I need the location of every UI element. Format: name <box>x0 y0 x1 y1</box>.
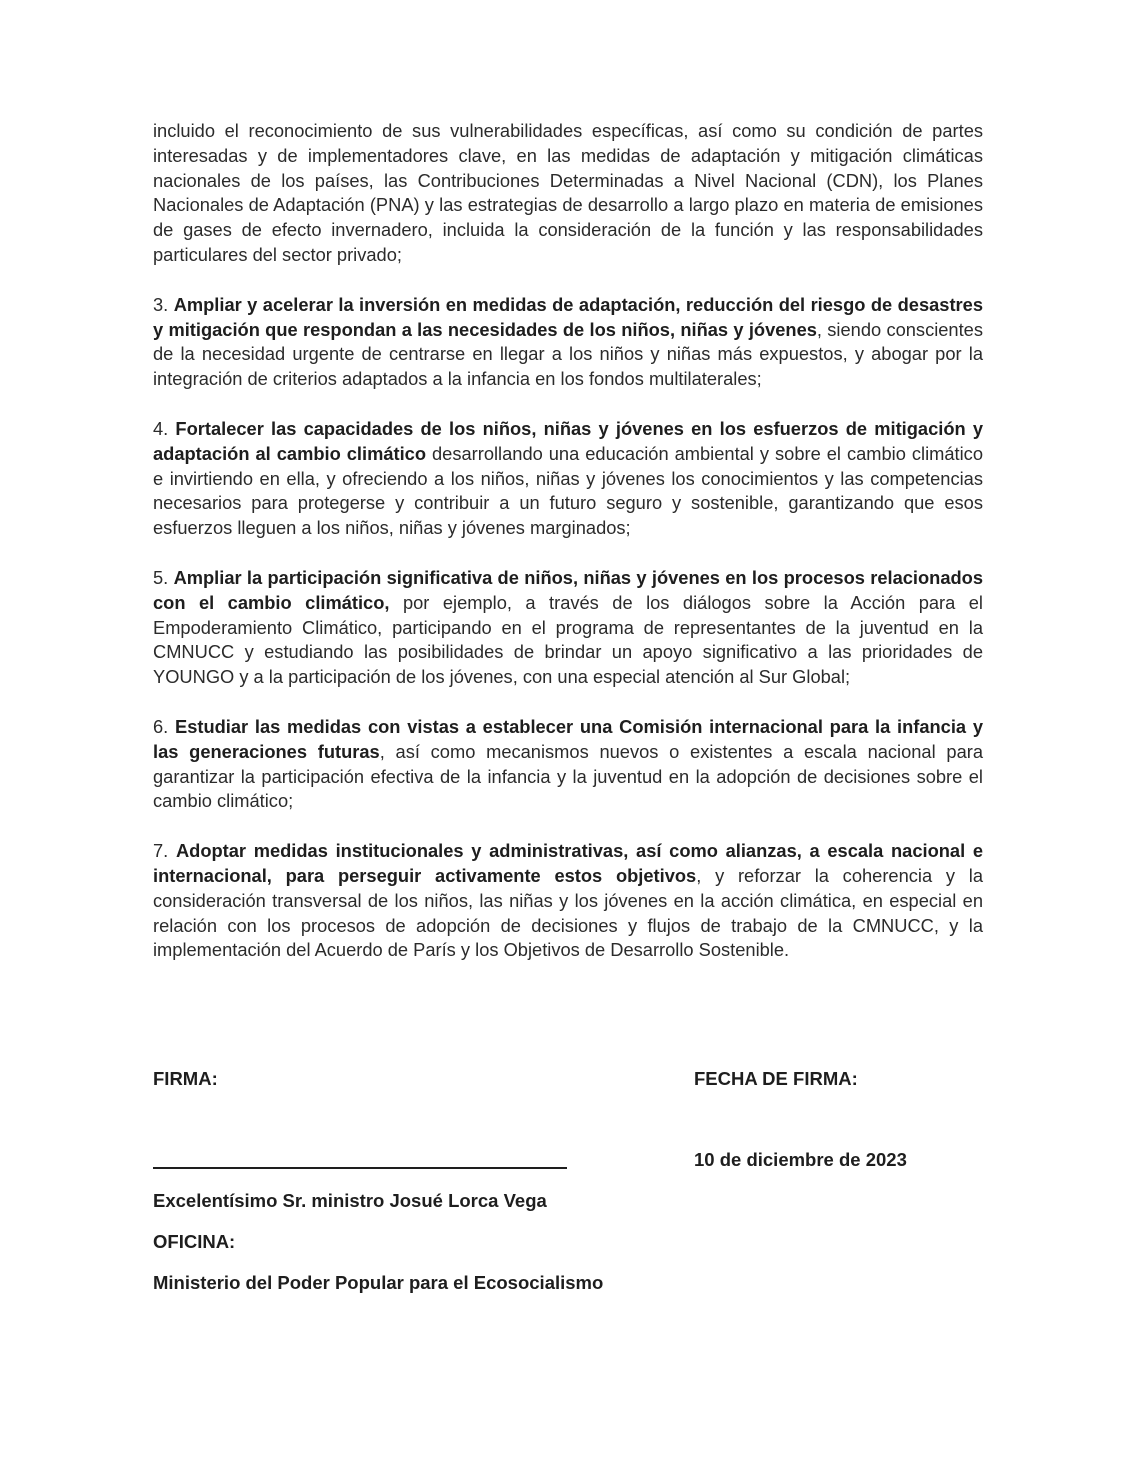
item-5-text: por ejemplo, a través de los diálogos sobre la Acción para el Empoderamiento Climático, participando en el programa de representantes de la juventud en la CMNUCC y estudiando las posibilidades de brindar un apoyo significativo a las prioridades de YOUNGO y a la participación de los jóvenes, con una especial atención al Sur Global; <box>153 591 983 688</box>
signatory-name: Excelentísimo Sr. ministro Josué Lorca Vega <box>153 1190 547 1211</box>
item-3-bold-text: Ampliar y acelerar la inversión en medidas de adaptación, reducción del riesgo de desastres y mitigación que respondan a las necesidades de los niños, niñas y jóvenes <box>153 293 984 340</box>
item-6-bold-text: Estudiar las medidas con vistas a establecer una Comisión internacional para la infancia y las generaciones futuras <box>153 715 983 762</box>
item-4-paragraph <box>153 417 983 541</box>
oficina-label: OFICINA: <box>153 1231 236 1252</box>
item-6-number: 6. <box>153 715 175 737</box>
item-7-number: 7. <box>153 840 176 862</box>
signature-line <box>153 1167 567 1169</box>
item-3-text: , siendo conscientes de la necesidad urgente de centrarse en llegar a los niños y niñas más expuestos, y abogar por la integración de criterios adaptados a la infancia en los fondos multilaterales; <box>153 318 983 390</box>
item-3-number: 3. <box>153 293 174 315</box>
item-7-bold-text: Adoptar medidas institucionales y administrativas, así como alianzas, a escala nacional e internacional, para perseguir activamente estos objetivos <box>153 840 984 886</box>
oficina-value: Ministerio del Poder Popular para el Ecosocialismo <box>153 1272 604 1293</box>
item-3-paragraph <box>153 293 983 392</box>
item-6-paragraph <box>153 715 983 814</box>
intro-paragraph: incluido el reconocimiento de sus vulnerabilidades específicas, así como su condición de partes interesadas y de implementadores clave, en las medidas de adaptación y mitigación climáticas nacionales de los países, las Contribuciones Determinadas a Nivel Nacional (CDN), los Planes Nacionales de Adaptación (PNA) y las estrategias de desarrollo a largo plazo en materia de emisiones de gases de efecto invernadero, incluida la consideración de la función y las responsabilidades particulares del sector privado; <box>153 120 983 265</box>
item-6-text: , así como mecanismos nuevos o existentes a escala nacional para garantizar la participación efectiva de la infancia y la juventud en la adopción de decisiones sobre el cambio climático; <box>153 740 983 812</box>
item-5-number: 5. <box>153 566 174 588</box>
item-5-bold-text: Ampliar la participación significativa de niños, niñas y jóvenes en los procesos relacionados con el cambio climático, <box>153 566 983 613</box>
fecha-value: 10 de diciembre de 2023 <box>694 1149 907 1170</box>
item-7-text: , y reforzar la coherencia y la consideración transversal de los niños, las niñas y los jóvenes en la acción climática, en especial en relación con los procesos de adopción de decisiones y flujos de trabajo de la CMNUCC, y la implementación del Acuerdo de París y los Objetivos de Desarrollo Sostenible. <box>153 864 983 961</box>
item-7-paragraph <box>153 839 983 963</box>
item-4-bold-text: Fortalecer las capacidades de los niños, niñas y jóvenes en los esfuerzos de mitigación y adaptación al cambio climático <box>153 417 983 464</box>
item-5-paragraph <box>153 566 983 690</box>
item-4-number: 4. <box>153 417 176 439</box>
firma-label: FIRMA: <box>153 1068 218 1089</box>
document-body <box>153 119 983 988</box>
item-4-text: desarrollando una educación ambiental y sobre el cambio climático e invirtiendo en ella, y ofreciendo a los niños, niñas y jóvenes los conocimientos y las competencias necesarios para protegerse y contribuir a un futuro seguro y sostenible, garantizando que esos esfuerzos lleguen a los niños, niñas y jóvenes marginados; <box>153 442 983 539</box>
fecha-label: FECHA DE FIRMA: <box>694 1068 858 1089</box>
